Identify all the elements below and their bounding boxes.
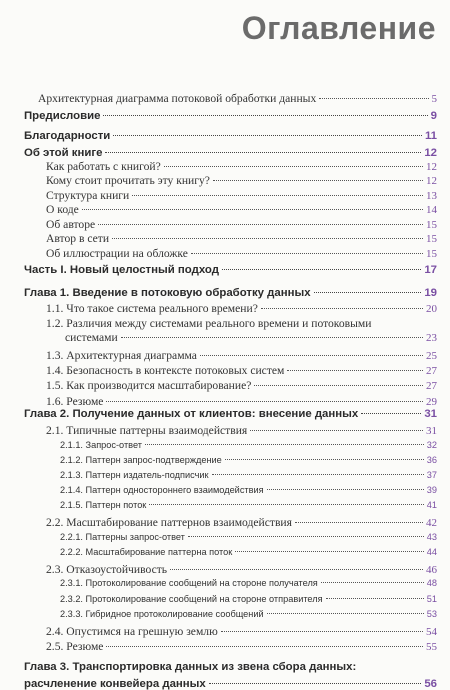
toc-entry-title: Часть I. Новый целостный подход	[24, 264, 219, 276]
toc-page-number: 37	[426, 470, 437, 480]
toc-entry[interactable]	[60, 547, 437, 557]
toc-entry[interactable]	[60, 440, 437, 450]
toc-entry-title: 2.3.2. Протоколирование сообщений на стороне отправителя	[60, 594, 323, 604]
toc-entry[interactable]	[46, 395, 437, 408]
toc-entry[interactable]	[60, 455, 437, 465]
dot-leader	[105, 152, 421, 153]
toc-entry[interactable]	[46, 189, 437, 202]
toc-entry-title-continued: расчленение конвейера данных	[24, 678, 206, 690]
toc-entry[interactable]	[24, 408, 437, 420]
toc-entry[interactable]	[24, 147, 437, 159]
toc-page-number: 53	[426, 609, 437, 619]
dot-leader	[361, 413, 421, 414]
toc-page-number: 17	[424, 264, 437, 276]
toc-entry-title: 1.3. Архитектурная диаграмма	[46, 349, 197, 362]
toc-page-number: 42	[426, 517, 437, 529]
toc-page-number: 23	[426, 332, 437, 344]
toc-page-number: 5	[431, 93, 437, 105]
toc-entry[interactable]	[46, 349, 437, 362]
toc-entry-title: О коде	[46, 203, 79, 216]
toc-entry-title: 1.6. Резюме	[46, 395, 104, 408]
toc-entry[interactable]	[60, 609, 437, 619]
toc-entry[interactable]	[38, 92, 437, 105]
toc-entry[interactable]	[60, 532, 437, 542]
toc-entry-title: 2.3.3. Гибридное протоколирование сообщений	[60, 609, 264, 619]
toc-entry-title: 2.2. Масштабирование паттернов взаимодействия	[46, 516, 292, 529]
toc-page-number: 12	[424, 147, 437, 159]
toc-entry[interactable]	[46, 364, 437, 377]
dot-leader	[106, 401, 423, 402]
toc-entry[interactable]	[46, 302, 437, 315]
toc-entry[interactable]	[60, 500, 437, 510]
toc-entry[interactable]	[46, 424, 437, 437]
toc-page-number: 36	[426, 455, 437, 465]
toc-entry[interactable]	[65, 331, 437, 344]
toc-entry-title-continued: системами	[65, 331, 118, 344]
toc-page-number: 32	[426, 440, 437, 450]
dot-leader	[314, 292, 422, 293]
dot-leader	[213, 180, 423, 181]
toc-entry-title: Кому стоит прочитать эту книгу?	[46, 174, 210, 187]
dot-leader	[149, 504, 423, 505]
dot-leader	[170, 569, 423, 570]
toc-entry-title: 1.2. Различия между системами реального времени и потоковыми	[46, 317, 372, 330]
toc-entry[interactable]	[46, 640, 437, 653]
toc-page-number: 44	[426, 547, 437, 557]
dot-leader	[112, 238, 423, 239]
toc-page-number: 20	[426, 303, 437, 315]
toc-entry-title: 1.1. Что такое система реального времени?	[46, 302, 258, 315]
toc-entry[interactable]	[46, 160, 437, 173]
toc-page-number: 13	[426, 190, 437, 202]
dot-leader	[209, 683, 422, 684]
dot-leader	[121, 337, 423, 338]
dot-leader	[200, 355, 423, 356]
toc-entry-title: Структура книги	[46, 189, 130, 202]
toc-entry[interactable]	[46, 218, 437, 231]
toc-entry-title: Об авторе	[46, 218, 96, 231]
toc-page-number: 9	[430, 110, 437, 122]
dot-leader	[254, 385, 423, 386]
toc-page-number: 55	[426, 641, 437, 653]
toc-entry-title: 2.1.1. Запрос-ответ	[60, 440, 142, 450]
toc-entry-title: 2.1.4. Паттерн одностороннего взаимодействия	[60, 485, 264, 495]
toc-entry-title: Глава 3. Транспортировка данных из звена сбора данных:	[24, 661, 357, 673]
toc-entry[interactable]	[46, 625, 437, 638]
toc-entry[interactable]	[24, 678, 437, 690]
toc-page-number: 46	[426, 564, 437, 576]
dot-leader	[267, 613, 424, 614]
dot-leader	[106, 646, 423, 647]
toc-page-number: 51	[426, 594, 437, 604]
toc-entry-title: 2.3. Отказоустойчивость	[46, 563, 168, 576]
toc-entry-title: 2.1.2. Паттерн запрос-подтверждение	[60, 455, 222, 465]
toc-entry-title: 2.2.2. Масштабирование паттерна поток	[60, 547, 233, 557]
toc-page-number: 15	[426, 248, 437, 260]
dot-leader	[295, 522, 423, 523]
toc-entry-title: 2.4. Опустимся на грешную землю	[46, 625, 218, 638]
toc-entry[interactable]	[46, 203, 437, 216]
toc-entry[interactable]	[60, 594, 437, 604]
toc-entry[interactable]	[46, 247, 437, 260]
dot-leader	[221, 631, 423, 632]
toc-entry[interactable]	[46, 379, 437, 392]
dot-leader	[132, 195, 423, 196]
toc-page-number: 39	[426, 485, 437, 495]
toc-entry-title: 2.5. Резюме	[46, 640, 104, 653]
toc-entry-title: Об иллюстрации на обложке	[46, 247, 188, 260]
page-title: Оглавление	[241, 10, 436, 46]
dot-leader	[145, 444, 424, 445]
toc-entry-title: 2.1.3. Паттерн издатель-подписчик	[60, 470, 209, 480]
toc-page-number: 56	[424, 678, 437, 690]
dot-leader	[103, 115, 427, 116]
toc-page-number: 48	[426, 578, 437, 588]
toc-entry-title: Автор в сети	[46, 232, 110, 245]
toc-entry-title: Предисловие	[24, 110, 101, 122]
toc-entry-title: Архитектурная диаграмма потоковой обработки данных	[38, 92, 317, 105]
dot-leader	[113, 135, 422, 136]
toc-entry-title: 2.1. Типичные паттерны взаимодействия	[46, 424, 248, 437]
toc-entry[interactable]	[60, 578, 437, 588]
toc-entry-title: Об этой книге	[24, 147, 103, 159]
dot-leader	[164, 166, 423, 167]
dot-leader	[212, 474, 424, 475]
dot-leader	[321, 582, 424, 583]
toc-entry[interactable]	[24, 287, 437, 299]
dot-leader	[82, 209, 423, 210]
toc-entry[interactable]	[24, 110, 437, 122]
toc-entry[interactable]	[24, 130, 437, 142]
toc-entry-title: Глава 2. Получение данных от клиентов: внесение данных	[24, 408, 359, 420]
toc-page-number: 29	[426, 396, 437, 408]
toc-page-number: 19	[424, 287, 437, 299]
toc-page-number: 15	[426, 219, 437, 231]
toc-entry-title: 1.4. Безопасность в контексте потоковых систем	[46, 364, 285, 377]
dot-leader	[235, 551, 424, 552]
toc-page-number: 12	[426, 175, 437, 187]
toc-page-number: 25	[426, 350, 437, 362]
dot-leader	[250, 430, 423, 431]
dot-leader	[319, 98, 428, 99]
toc-entry[interactable]	[46, 563, 437, 576]
dot-leader	[222, 269, 421, 270]
toc-page-number: 31	[424, 408, 437, 420]
dot-leader	[191, 253, 423, 254]
toc-entry-title: 2.1.5. Паттерн поток	[60, 500, 147, 510]
toc-page-number: 43	[426, 532, 437, 542]
toc-page-number: 11	[424, 130, 437, 142]
toc-entry[interactable]	[60, 470, 437, 480]
dot-leader	[188, 536, 424, 537]
toc-entry-title: Как работать с книгой?	[46, 160, 161, 173]
toc-entry[interactable]	[46, 516, 437, 529]
toc-page-number: 27	[426, 365, 437, 377]
toc-page-number: 15	[426, 233, 437, 245]
toc-entry-title: 1.5. Как производится масштабирование?	[46, 379, 252, 392]
toc-entry-title: 2.3.1. Протоколирование сообщений на стороне получателя	[60, 578, 318, 588]
dot-leader	[261, 308, 423, 309]
dot-leader	[287, 370, 423, 371]
toc-entry[interactable]	[46, 174, 437, 187]
toc-page-number: 31	[426, 425, 437, 437]
toc-entry[interactable]	[24, 264, 437, 276]
dot-leader	[267, 489, 424, 490]
toc-entry[interactable]	[46, 232, 437, 245]
toc-page-number: 41	[426, 500, 437, 510]
toc-entry-title: Благодарности	[24, 130, 111, 142]
toc-page-number: 27	[426, 380, 437, 392]
dot-leader	[98, 224, 423, 225]
toc-page-number: 54	[426, 626, 437, 638]
dot-leader	[225, 459, 424, 460]
dot-leader	[326, 598, 424, 599]
toc-page-number: 12	[426, 161, 437, 173]
toc-page-number: 14	[426, 204, 437, 216]
toc-entry-title: 2.2.1. Паттерны запрос-ответ	[60, 532, 185, 542]
toc-entry[interactable]	[60, 485, 437, 495]
toc-entry-title: Глава 1. Введение в потоковую обработку данных	[24, 287, 311, 299]
